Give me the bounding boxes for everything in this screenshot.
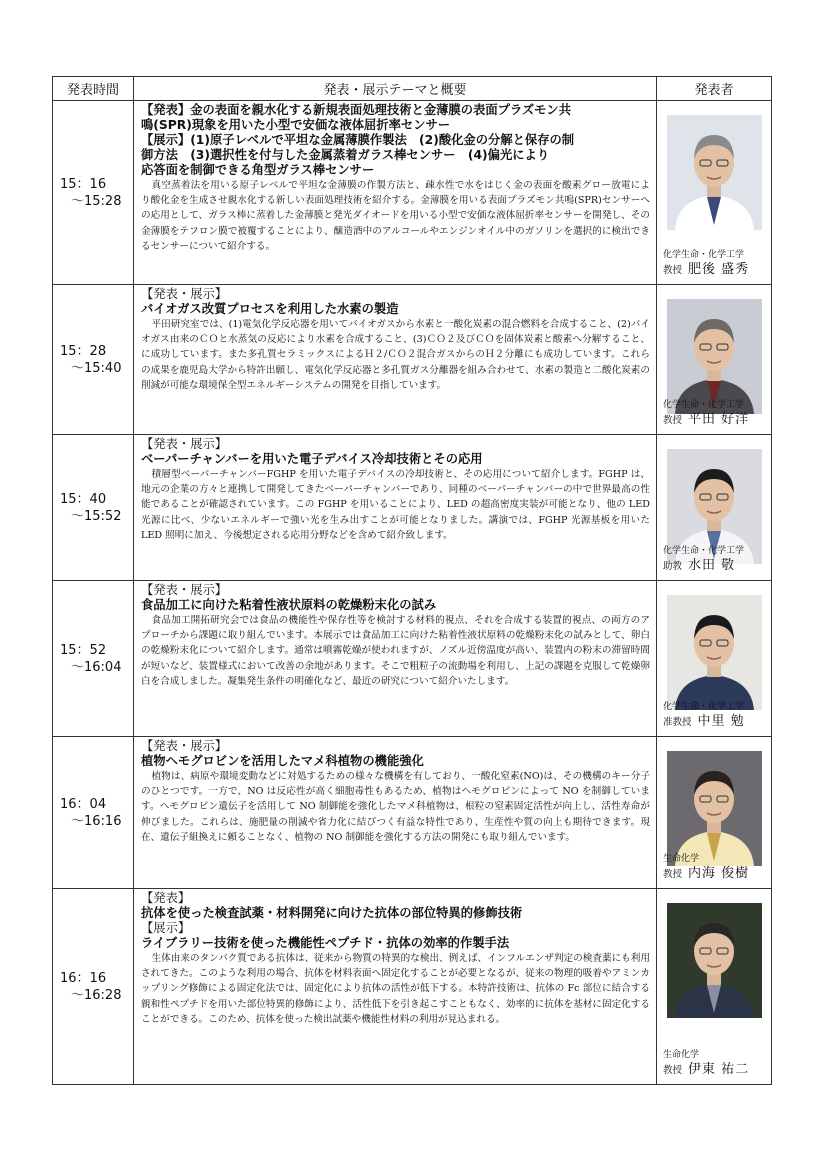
start-time: 15：16 xyxy=(60,176,107,192)
presenter-name-line xyxy=(663,262,749,278)
presenter-name-line xyxy=(663,866,749,882)
presenter-rank: 教授 xyxy=(663,1065,683,1076)
theme-title: ライブラリー技術を使った機能性ペプチド・抗体の効率的作製手法 xyxy=(141,936,510,950)
theme-title: 食品加工に向けた粘着性液状原料の乾燥粉末化の試み xyxy=(141,598,437,612)
theme-cell xyxy=(134,435,657,581)
section-label: 【発表・展示】 xyxy=(141,287,228,301)
theme-title: 【発表】金の表面を親水化する新規表面処理技術と金薄膜の表面プラズモン共 xyxy=(141,103,572,117)
theme-title: バイオガス改質プロセスを利用した水素の製造 xyxy=(141,302,399,316)
abstract-text: 真空蒸着法を用いる原子レベルで平坦な金薄膜の作製方法と、疎水性で水をはじく金の表面を酸素グロー放電により酸化金を生成させ親水化する新しい表面処理技術を紹介する。金薄膜を用いる表面プラズモン共鳴(SPR)センサーへの応用として、ガラス棒に蒸着した金薄膜と発光ダイオードを用いる小型で安価な液体屈折率センサーを開発し、その金薄膜をテフロン膜で被覆することにより、醸造酒中のアルコールやエンジンオイル中のガソリンを選択的に検出できるセンサーについて紹介する。 xyxy=(141,180,650,252)
time-cell xyxy=(53,101,134,285)
presenter-photo xyxy=(667,903,762,1018)
presenter-affiliation: 化学生命・化学工学 xyxy=(663,546,745,556)
presenter-photo xyxy=(667,751,762,866)
theme-title: 植物ヘモグロビンを活用したマメ科植物の機能強化 xyxy=(141,754,424,768)
header-row xyxy=(53,77,772,101)
schedule-row xyxy=(53,101,772,285)
end-time: ～16:16 xyxy=(71,813,122,829)
presenter-affiliation: 化学生命・化学工学 xyxy=(663,400,745,410)
presenter-affiliation: 生命化学 xyxy=(663,854,700,864)
schedule-row xyxy=(53,889,772,1085)
schedule-row xyxy=(53,285,772,435)
section-label: 【発表】 xyxy=(141,891,191,905)
presenter-name: 内海 俊樹 xyxy=(688,866,750,881)
presenter-photo xyxy=(667,115,762,230)
start-time: 16：04 xyxy=(60,796,107,812)
theme-title: 鳴(SPR)現象を用いた小型で安価な液体屈折率センサー xyxy=(141,118,451,132)
start-time: 16：16 xyxy=(60,970,107,986)
time-cell xyxy=(53,737,134,889)
section-label: 【展示】 xyxy=(141,921,191,935)
time-cell xyxy=(53,435,134,581)
presenter-rank: 教授 xyxy=(663,869,683,880)
theme-title: 【展示】(1)原子レベルで平坦な金属薄膜作製法 (2)酸化金の分解と保存の制 xyxy=(141,133,575,147)
abstract-text: 食品加工開拓研究会では食品の機能性や保存性等を検討する材料的視点、それを合成する装置的視点、の両方のアプローチから課題に取り組んでいます。本展示では食品加工に向けた粘着性液状原料の乾燥粉末化の試みとして、卵白の乾燥粉末化について紹介します。通常は噴霧乾燥が使われますが、ノズル近傍温度が高い、装置内の粉末の滞留時間が短いなど、装置様式において改善の余地があります。そこで粗粒子の流動場を利用し、上記の課題を克服して乾燥卵白を合成しました。凝集発生条件の明確化など、最近の研究について紹介いたします。 xyxy=(141,615,650,687)
end-time: ～15:52 xyxy=(71,508,122,524)
presenter-cell xyxy=(657,435,772,581)
start-time: 15：40 xyxy=(60,491,107,507)
presenter-name-line xyxy=(663,412,749,428)
presenter-photo xyxy=(667,299,762,414)
presenter-affiliation: 化学生命・化学工学 xyxy=(663,250,745,260)
presenter-name: 中里 勉 xyxy=(697,714,745,729)
abstract-text: 平田研究室では、(1)電気化学反応器を用いてバイオガスから水素と一酸化炭素の混合燃料を合成すること、(2)バイオガス由来のＣＯと水蒸気の反応により水素を合成すること、(3)ＣＯ２及びＣＯを固体炭素と酸素へ分解すること、に成功しています。また多孔質セラミックスによるＨ２/ＣＯ２混合ガスからのＨ２分離にも成功しています。これらの成果を鹿児島大学から特許出願し、電気化学反応器と多孔質ガス分離器を組み合わせて、水素の製造と二酸化炭素の削減が可能な環境保全型エネルギーシステムの開発を目指しています。 xyxy=(141,319,650,391)
theme-title: 御方法 (3)選択性を付与した金属蒸着ガラス棒センサー (4)偏光により xyxy=(141,148,550,162)
abstract-text: 植物は、病原や環境変動などに対処するための様々な機構を有しており、一酸化窒素(NO)は、その機構のキー分子のひとつです。一方で、NO は反応性が高く細胞毒性もあるため、植物はヘモグロビンによって NO を制御しています。ヘモグロビン遺伝子を活用して NO 制御能を強化したマメ科植物は、根粒の窒素固定活性が向上し、活性寿命が伸びました。これらは、施肥量の削減や省力化に結びつく有益な特性であり、生産性や質の向上も期待できます。現在、遺伝子組換えに頼ることなく、植物の NO 制御能を強化する方法の開発にも取り組んでいます。 xyxy=(141,771,650,843)
time-cell xyxy=(53,581,134,737)
presenter-rank: 准教授 xyxy=(663,717,692,728)
theme-title: 応答面を制御できる角型ガラス棒センサー xyxy=(141,163,375,177)
presenter-cell xyxy=(657,101,772,285)
theme-cell xyxy=(134,889,657,1085)
end-time: ～16:28 xyxy=(71,987,122,1003)
presenter-name: 肥後 盛秀 xyxy=(688,262,750,277)
presenter-name: 平田 好洋 xyxy=(688,412,750,427)
start-time: 15：52 xyxy=(60,642,107,658)
theme-cell xyxy=(134,285,657,435)
end-time: ～16:04 xyxy=(71,659,122,675)
presenter-affiliation: 生命化学 xyxy=(663,1050,700,1060)
header-presenter: 発表者 xyxy=(657,77,772,101)
abstract-text: 積層型ベーパーチャンバーFGHP を用いた電子デバイスの冷却技術と、その応用について紹介します。FGHP は、地元の企業の方々と連携して開発してきたベーパーチャンバーであり、同種のベーパーチャンバーの中で世界最高の性能であることが確認されています。この FGHP を用いることにより、LED の超高密度実装が可能となり、他の LED 光源に比べ、少ないエネルギーで強い光を生み出すことが可能となりました。講演では、FGHP 光源基板を用いた LED 照明に加え、今後想定される応用分野などを含めて紹介致します。 xyxy=(141,469,650,541)
time-cell xyxy=(53,285,134,435)
presenter-cell xyxy=(657,285,772,435)
header-theme: 発表・展示テーマと概要 xyxy=(134,77,657,101)
presenter-photo xyxy=(667,595,762,710)
presenter-rank: 教授 xyxy=(663,415,683,426)
schedule-row xyxy=(53,737,772,889)
end-time: ～15:40 xyxy=(71,360,122,376)
theme-cell xyxy=(134,737,657,889)
presenter-cell xyxy=(657,889,772,1085)
theme-cell xyxy=(134,581,657,737)
header-time: 発表時間 xyxy=(53,77,134,101)
presenter-name: 伊東 祐二 xyxy=(688,1062,750,1077)
abstract-text: 生体由来のタンパク質である抗体は、従来から物質の特異的な検出、例えば、インフルエンザ判定の検査薬にも利用されてきた。このような利用の場合、抗体を材料表面へ固定化することが必要となるが、従来の物理的吸着やアミンカップリング修飾による固定化法では、固定化により抗体の活性が低下する。本特許技術は、抗体の Fc 部位に結合する親和性ペプチドを用いた部位特異的修飾により、活性低下を引き起こすこともなく、効率的に抗体を基材に固定化することができる。このため、抗体を使った検出試薬や機能性材料の利用が見込まれる。 xyxy=(141,953,650,1025)
time-cell xyxy=(53,889,134,1085)
section-label: 【発表・展示】 xyxy=(141,437,228,451)
section-label: 【発表・展示】 xyxy=(141,739,228,753)
section-label: 【発表・展示】 xyxy=(141,583,228,597)
presenter-rank: 助教 xyxy=(663,561,683,572)
theme-cell xyxy=(134,101,657,285)
schedule-row xyxy=(53,435,772,581)
end-time: ～15:28 xyxy=(71,193,122,209)
presenter-affiliation: 化学生命・化学工学 xyxy=(663,702,745,712)
theme-title: ベーパーチャンバーを用いた電子デバイス冷却技術とその応用 xyxy=(141,452,483,466)
start-time: 15：28 xyxy=(60,343,107,359)
presenter-name: 水田 敬 xyxy=(688,558,736,573)
presenter-name-line xyxy=(663,558,735,574)
presenter-rank: 教授 xyxy=(663,265,683,276)
theme-title: 抗体を使った検査試薬・材料開発に向けた抗体の部位特異的修飾技術 xyxy=(141,906,523,920)
schedule-table xyxy=(52,76,772,1085)
presenter-cell xyxy=(657,737,772,889)
presenter-name-line xyxy=(663,714,745,730)
presenter-cell xyxy=(657,581,772,737)
schedule-row xyxy=(53,581,772,737)
presenter-name-line xyxy=(663,1062,749,1078)
